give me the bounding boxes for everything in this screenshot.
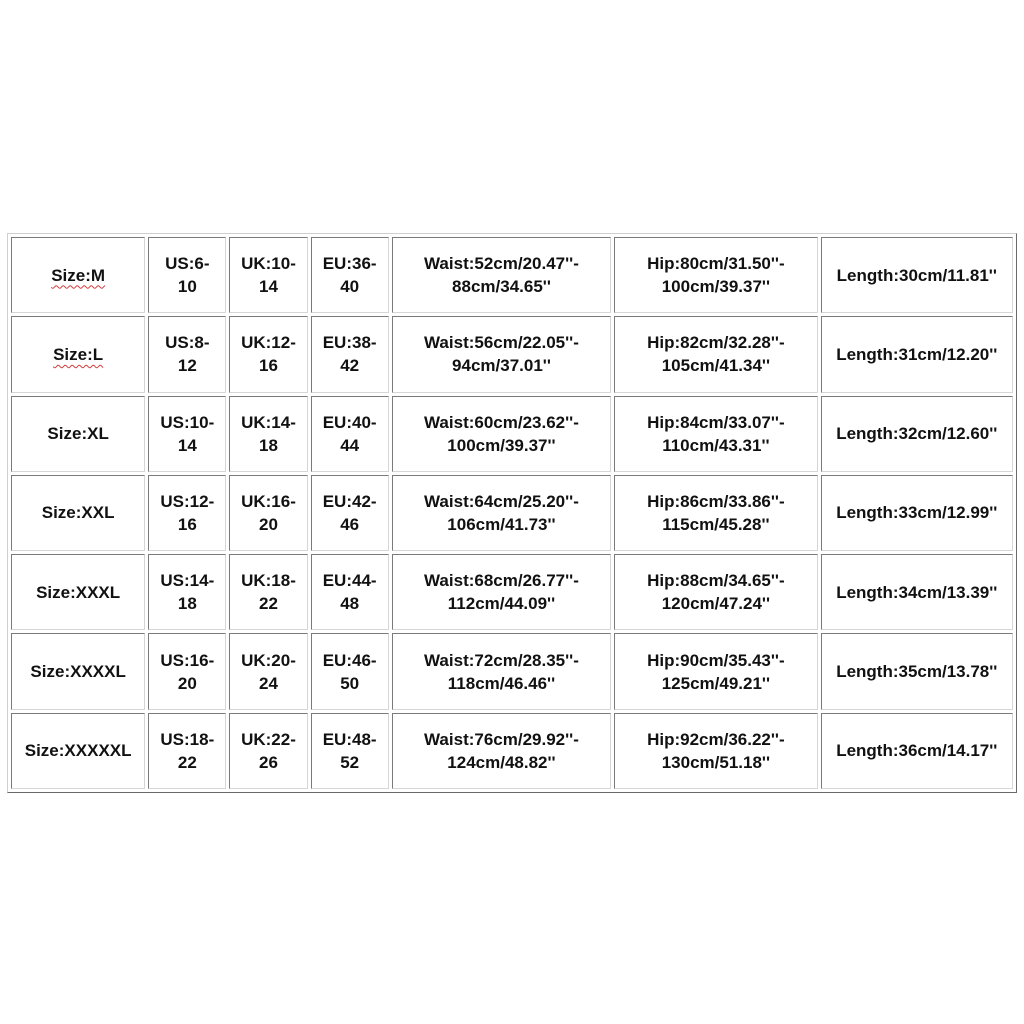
us-size-line-1: US:12-	[160, 491, 215, 511]
eu-size-line-1: EU:36-	[322, 254, 377, 274]
hip-line-2: 110cm/43.31''	[662, 435, 770, 455]
us-size-line-2: 16	[177, 514, 197, 534]
uk-size-line-2: 22	[259, 594, 278, 614]
length-cell	[821, 316, 1013, 392]
size-chart-body	[11, 237, 1013, 789]
eu-size-cell	[311, 554, 389, 630]
hip-line-1: Hip:82cm/32.28''-	[647, 333, 785, 353]
waist-line-2: 94cm/37.01''	[452, 356, 551, 376]
eu-size-cell	[311, 396, 389, 472]
length-value: Length:34cm/13.39''	[836, 582, 998, 602]
uk-size-cell	[229, 633, 307, 709]
uk-size-line-1: UK:16-	[241, 491, 296, 511]
hip-line-1: Hip:90cm/35.43''-	[647, 650, 785, 670]
uk-size-cell	[229, 554, 307, 630]
hip-cell	[614, 475, 817, 551]
hip-line-2: 105cm/41.34''	[661, 356, 771, 376]
size-label-cell	[11, 633, 145, 709]
us-size-cell	[148, 396, 226, 472]
table-row	[11, 316, 1013, 392]
us-size-line-2: 12	[177, 356, 197, 376]
size-label-cell	[11, 713, 145, 789]
eu-size-line-1: EU:38-	[322, 333, 377, 353]
us-size-line-2: 18	[177, 594, 197, 614]
hip-cell	[614, 554, 817, 630]
us-size-line-2: 22	[177, 752, 197, 772]
uk-size-line-2: 16	[259, 356, 278, 376]
us-size-line-1: US:16-	[160, 650, 215, 670]
waist-cell	[392, 316, 611, 392]
us-size-cell	[148, 633, 226, 709]
eu-size-line-2: 50	[340, 673, 360, 693]
uk-size-cell	[229, 475, 307, 551]
eu-size-line-1: EU:46-	[322, 650, 377, 670]
uk-size-line-1: UK:18-	[241, 571, 296, 591]
us-size-line-2: 14	[177, 435, 197, 455]
us-size-cell	[148, 475, 226, 551]
us-size-cell	[148, 237, 226, 313]
size-label: Size:XL	[47, 424, 109, 444]
length-cell	[821, 633, 1013, 709]
us-size-cell	[148, 316, 226, 392]
waist-cell	[392, 713, 611, 789]
hip-cell	[614, 633, 817, 709]
uk-size-line-2: 14	[259, 277, 278, 297]
eu-size-cell	[311, 316, 389, 392]
waist-line-2: 88cm/34.65''	[452, 277, 551, 297]
uk-size-cell	[229, 237, 307, 313]
waist-line-1: Waist:76cm/29.92''-	[424, 729, 579, 749]
length-cell	[821, 475, 1013, 551]
length-value: Length:30cm/11.81''	[836, 265, 997, 285]
waist-cell	[392, 554, 611, 630]
length-value: Length:36cm/14.17''	[836, 741, 998, 761]
hip-line-1: Hip:88cm/34.65''-	[647, 571, 785, 591]
length-cell	[821, 396, 1013, 472]
us-size-line-1: US:8-	[165, 333, 210, 353]
waist-line-2: 112cm/44.09''	[447, 594, 556, 614]
length-value: Length:35cm/13.78''	[836, 662, 998, 682]
waist-line-1: Waist:72cm/28.35''-	[424, 650, 579, 670]
size-label: Size:XXXXL	[30, 662, 126, 682]
us-size-line-1: US:6-	[165, 254, 210, 274]
eu-size-cell	[311, 633, 389, 709]
uk-size-line-1: UK:20-	[241, 650, 296, 670]
eu-size-line-2: 40	[340, 277, 360, 297]
hip-line-2: 115cm/45.28''	[662, 514, 770, 534]
uk-size-line-1: UK:12-	[241, 333, 296, 353]
waist-line-2: 118cm/46.46''	[447, 673, 556, 693]
hip-line-2: 130cm/51.18''	[661, 752, 771, 772]
eu-size-line-2: 52	[340, 752, 360, 772]
hip-line-2: 125cm/49.21''	[661, 673, 771, 693]
uk-size-line-2: 18	[259, 435, 278, 455]
hip-line-1: Hip:86cm/33.86''-	[647, 491, 785, 511]
table-row	[11, 396, 1013, 472]
waist-cell	[392, 237, 611, 313]
uk-size-line-2: 24	[259, 673, 278, 693]
us-size-cell	[148, 713, 226, 789]
hip-cell	[614, 237, 817, 313]
us-size-cell	[148, 554, 226, 630]
size-label-cell	[11, 396, 145, 472]
uk-size-line-1: UK:14-	[241, 412, 296, 432]
uk-size-line-1: UK:22-	[241, 729, 296, 749]
uk-size-cell	[229, 316, 307, 392]
us-size-line-1: US:18-	[160, 729, 215, 749]
hip-line-1: Hip:92cm/36.22''-	[647, 729, 785, 749]
table-row	[11, 475, 1013, 551]
length-value: Length:32cm/12.60''	[836, 424, 998, 444]
eu-size-line-2: 42	[340, 356, 360, 376]
eu-size-line-2: 48	[340, 594, 360, 614]
us-size-line-2: 20	[177, 673, 197, 693]
waist-line-2: 100cm/39.37''	[447, 435, 556, 455]
size-label-cell	[11, 475, 145, 551]
eu-size-line-2: 44	[340, 435, 360, 455]
waist-line-2: 124cm/48.82''	[447, 752, 556, 772]
size-label-cell	[11, 316, 145, 392]
size-label-cell	[11, 554, 145, 630]
us-size-line-2: 10	[177, 277, 197, 297]
eu-size-line-1: EU:42-	[322, 491, 377, 511]
hip-line-1: Hip:84cm/33.07''-	[647, 412, 785, 432]
length-value: Length:33cm/12.99''	[836, 503, 998, 523]
waist-line-2: 106cm/41.73''	[447, 514, 556, 534]
uk-size-line-1: UK:10-	[241, 254, 296, 274]
waist-line-1: Waist:68cm/26.77''-	[424, 571, 579, 591]
hip-cell	[614, 316, 817, 392]
size-label: Size:L	[53, 344, 104, 364]
hip-cell	[614, 396, 817, 472]
us-size-line-1: US:10-	[160, 412, 215, 432]
uk-size-line-2: 26	[259, 752, 278, 772]
table-row	[11, 633, 1013, 709]
waist-line-1: Waist:64cm/25.20''-	[424, 491, 579, 511]
waist-cell	[392, 475, 611, 551]
table-row	[11, 554, 1013, 630]
eu-size-line-1: EU:48-	[322, 729, 377, 749]
waist-line-1: Waist:52cm/20.47''-	[424, 254, 579, 274]
length-cell	[821, 237, 1013, 313]
length-cell	[821, 554, 1013, 630]
uk-size-cell	[229, 396, 307, 472]
size-label: Size:M	[51, 265, 106, 285]
eu-size-cell	[311, 237, 389, 313]
size-chart-table	[7, 233, 1017, 793]
eu-size-line-1: EU:44-	[322, 571, 377, 591]
eu-size-line-1: EU:40-	[322, 412, 377, 432]
waist-line-1: Waist:56cm/22.05''-	[424, 333, 579, 353]
length-cell	[821, 713, 1013, 789]
eu-size-cell	[311, 475, 389, 551]
size-label: Size:XXXL	[36, 582, 121, 602]
waist-cell	[392, 396, 611, 472]
hip-line-2: 120cm/47.24''	[661, 594, 771, 614]
table-row	[11, 713, 1013, 789]
size-label: Size:XXXXXL	[24, 741, 132, 761]
hip-line-1: Hip:80cm/31.50''-	[647, 254, 785, 274]
size-label: Size:XXL	[41, 503, 115, 523]
hip-cell	[614, 713, 817, 789]
waist-line-1: Waist:60cm/23.62''-	[424, 412, 579, 432]
eu-size-cell	[311, 713, 389, 789]
size-label-cell	[11, 237, 145, 313]
table-row	[11, 237, 1013, 313]
uk-size-cell	[229, 713, 307, 789]
length-value: Length:31cm/12.20''	[836, 344, 998, 364]
us-size-line-1: US:14-	[160, 571, 215, 591]
waist-cell	[392, 633, 611, 709]
hip-line-2: 100cm/39.37''	[661, 277, 771, 297]
eu-size-line-2: 46	[340, 514, 360, 534]
uk-size-line-2: 20	[259, 514, 278, 534]
